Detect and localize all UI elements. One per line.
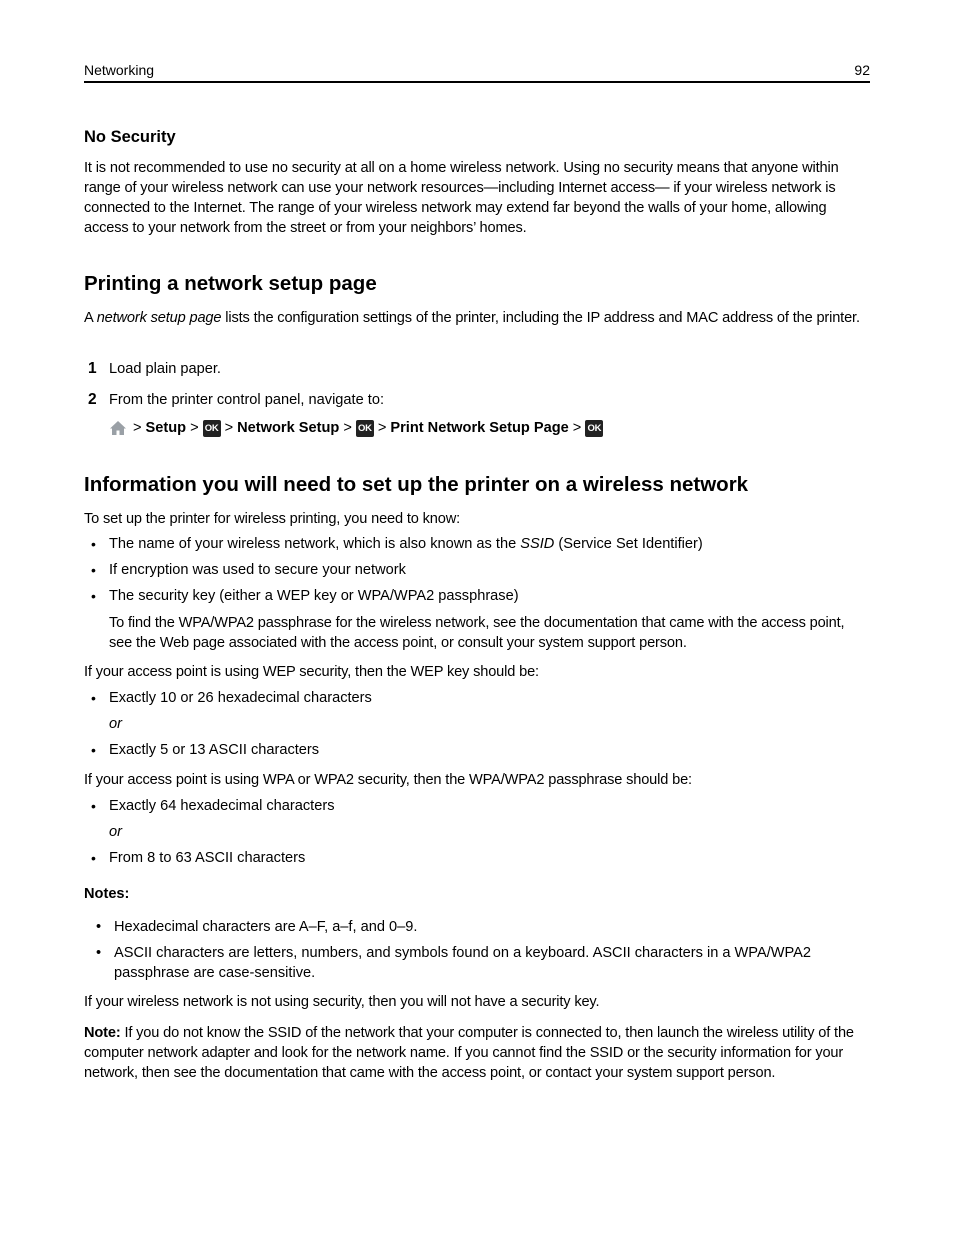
ok-button-icon: OK [203, 420, 221, 437]
intro-prefix: A [84, 310, 97, 326]
wpa-intro: If your access point is using WPA or WPA2 security, then the WPA/WPA2 passphrase should be: [84, 772, 692, 788]
note-text: ASCII characters are letters, numbers, and symbols found on a keyboard. ASCII characters in a WPA/WPA2 passphrase are case-sensitive. [114, 945, 812, 981]
bullet-dot: • [96, 945, 102, 961]
ssid-note [84, 1023, 872, 1083]
wep-intro: If your access point is using WEP security, then the WEP key should be: [84, 664, 539, 680]
path-separator: > [343, 420, 352, 436]
bullet-dot: • [91, 850, 96, 866]
path-separator: > [224, 420, 234, 436]
list-item-text: Exactly 64 hexadecimal characters [109, 798, 335, 814]
ok-button-icon: OK [356, 420, 374, 437]
no-security-heading: No Security [84, 128, 176, 146]
notes-heading: Notes: [84, 886, 130, 902]
path-separator: > [572, 420, 582, 436]
header-section-title: Networking [84, 62, 155, 78]
printing-setup-intro [84, 308, 872, 328]
wireless-info-heading: Information you will need to set up the printer on a wireless network [84, 473, 749, 496]
note-body: If you do not know the SSID of the network that your computer is connected to, then launch the wireless utility of the computer network adapter and look for the network name. If you cannot find the SSID or the security information for your network, then see the documentation that came with the access point, or contact your system support person. [84, 1025, 854, 1081]
step-number: 1 [88, 360, 97, 377]
bullet-dot: • [96, 919, 102, 935]
bullet-dot: • [91, 690, 96, 706]
bullet-dot: • [91, 588, 96, 604]
step-text: Load plain paper. [109, 361, 221, 377]
path-separator: > [133, 420, 142, 436]
bullet-dot: • [91, 536, 96, 552]
printing-setup-heading: Printing a network setup page [84, 272, 377, 295]
or-label: or [109, 716, 122, 732]
path-separator: > [377, 420, 387, 436]
intro-term: network setup page [96, 310, 222, 326]
note-label: Note: [84, 1025, 121, 1041]
page-number: 92 [854, 62, 870, 78]
path-separator: > [190, 420, 199, 436]
note-text: Hexadecimal characters are A–F, a–f, and 0–9. [114, 919, 418, 935]
home-icon [109, 419, 127, 437]
bullet-dot: • [91, 798, 96, 814]
path-item-network-setup: Network Setup [237, 420, 340, 436]
list-item-text: From 8 to 63 ASCII characters [109, 850, 306, 866]
bullet-dot: • [91, 742, 96, 758]
ssid-term: SSID [520, 536, 555, 552]
wireless-info-intro: To set up the printer for wireless printing, you need to know: [84, 511, 461, 527]
bullet-dot: • [91, 562, 96, 578]
ok-button-icon: OK [585, 420, 603, 437]
list-item-text: The name of your wireless network, which is also known as the SSID (Service Set Identifier) [109, 536, 703, 552]
list-item-text: Exactly 5 or 13 ASCII characters [109, 742, 320, 758]
security-key-note: To find the WPA/WPA2 passphrase for the wireless network, see the documentation that came with the access point, see the Web page associated with the access point, or consult your system support person. [109, 615, 845, 651]
step-number: 2 [88, 391, 97, 408]
no-security-statement: If your wireless network is not using security, then you will not have a security key. [84, 994, 600, 1010]
path-item-setup: Setup [145, 420, 187, 436]
path-item-print-network-setup-page: Print Network Setup Page [390, 420, 569, 436]
step-text: From the printer control panel, navigate to: [109, 392, 384, 408]
list-item-text: If encryption was used to secure your network [109, 562, 406, 578]
list-item-text: The security key (either a WEP key or WPA/WPA2 passphrase) [109, 588, 519, 604]
list-item-text: Exactly 10 or 26 hexadecimal characters [109, 690, 372, 706]
or-label: or [109, 824, 122, 840]
intro-suffix: lists the configuration settings of the printer, including the IP address and MAC address of the printer. [221, 310, 860, 326]
navigation-path [109, 417, 603, 439]
no-security-body: It is not recommended to use no security at all on a home wireless network. Using no security means that anyone within range of your wireless network can use your network resources—including Internet access— if your wireless network is connected to the Internet. The range of your wireless network may extend far beyond the walls of your home, allowing access to your network from the street or from your neighbors’ homes. [84, 160, 839, 236]
page-header [84, 60, 870, 83]
